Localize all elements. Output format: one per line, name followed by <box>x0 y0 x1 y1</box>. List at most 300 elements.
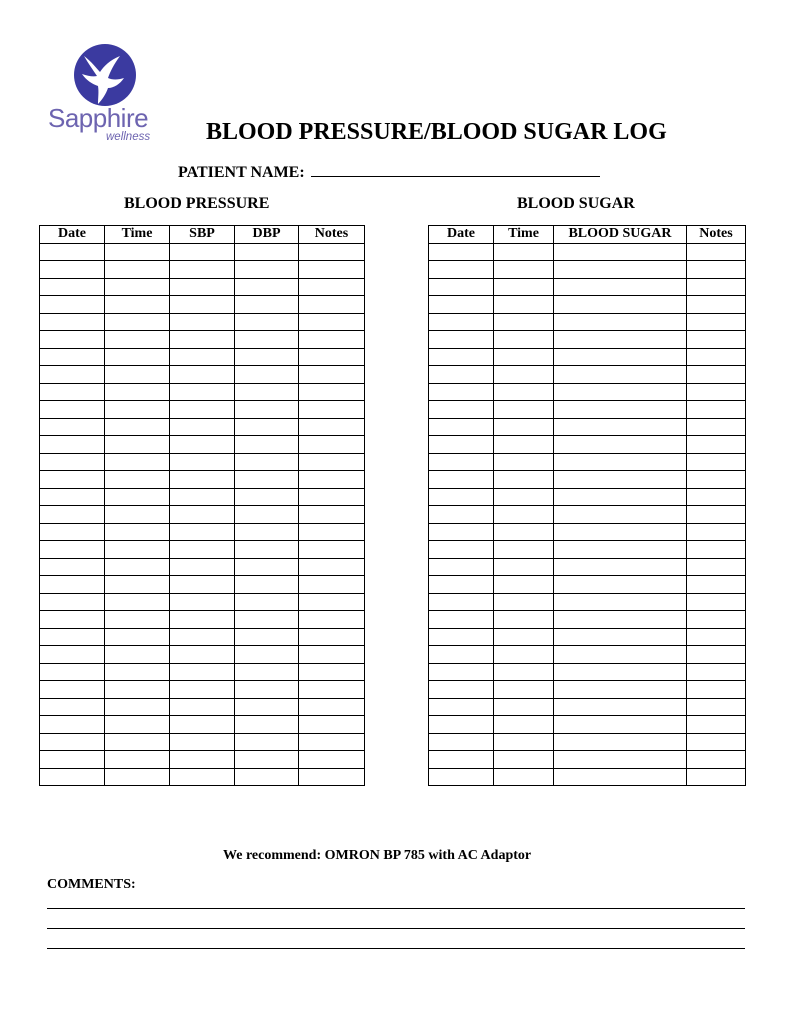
table-cell[interactable] <box>40 558 105 576</box>
table-cell[interactable] <box>105 436 170 454</box>
table-cell[interactable] <box>235 243 299 261</box>
table-cell[interactable] <box>235 436 299 454</box>
table-cell[interactable] <box>105 646 170 664</box>
table-cell[interactable] <box>40 541 105 559</box>
table-cell[interactable] <box>40 523 105 541</box>
table-cell[interactable] <box>429 558 494 576</box>
table-cell[interactable] <box>429 698 494 716</box>
table-cell[interactable] <box>429 313 494 331</box>
table-row <box>429 418 746 436</box>
table-cell[interactable] <box>429 593 494 611</box>
table-cell[interactable] <box>170 628 235 646</box>
table-row <box>40 768 365 786</box>
table-cell[interactable] <box>235 768 299 786</box>
table-cell[interactable] <box>554 681 687 699</box>
table-cell[interactable] <box>687 541 746 559</box>
table-row <box>429 698 746 716</box>
table-cell[interactable] <box>554 331 687 349</box>
table-cell[interactable] <box>299 733 365 751</box>
table-cell[interactable] <box>170 331 235 349</box>
table-cell[interactable] <box>235 716 299 734</box>
table-cell[interactable] <box>429 383 494 401</box>
table-cell[interactable] <box>170 313 235 331</box>
table-cell[interactable] <box>235 628 299 646</box>
table-cell[interactable] <box>494 716 554 734</box>
table-cell[interactable] <box>554 558 687 576</box>
table-cell[interactable] <box>40 628 105 646</box>
table-cell[interactable] <box>494 278 554 296</box>
table-cell[interactable] <box>105 331 170 349</box>
table-cell[interactable] <box>170 453 235 471</box>
table-cell[interactable] <box>299 523 365 541</box>
table-cell[interactable] <box>494 418 554 436</box>
table-cell[interactable] <box>554 611 687 629</box>
table-cell[interactable] <box>105 768 170 786</box>
column-header-notes: Notes <box>687 226 746 244</box>
table-cell[interactable] <box>40 681 105 699</box>
table-cell[interactable] <box>299 348 365 366</box>
table-cell[interactable] <box>429 663 494 681</box>
table-cell[interactable] <box>235 576 299 594</box>
table-cell[interactable] <box>235 733 299 751</box>
table-cell[interactable] <box>170 558 235 576</box>
table-cell[interactable] <box>687 698 746 716</box>
table-cell[interactable] <box>299 663 365 681</box>
table-cell[interactable] <box>687 681 746 699</box>
table-cell[interactable] <box>105 716 170 734</box>
table-cell[interactable] <box>687 716 746 734</box>
table-cell[interactable] <box>40 576 105 594</box>
table-cell[interactable] <box>429 506 494 524</box>
table-cell[interactable] <box>170 698 235 716</box>
table-cell[interactable] <box>554 593 687 611</box>
table-cell[interactable] <box>40 331 105 349</box>
table-cell[interactable] <box>105 418 170 436</box>
table-cell[interactable] <box>170 576 235 594</box>
table-cell[interactable] <box>40 593 105 611</box>
table-cell[interactable] <box>494 506 554 524</box>
table-cell[interactable] <box>429 488 494 506</box>
table-cell[interactable] <box>105 243 170 261</box>
table-cell[interactable] <box>429 278 494 296</box>
table-row <box>429 681 746 699</box>
table-cell[interactable] <box>40 278 105 296</box>
table-cell[interactable] <box>494 523 554 541</box>
table-cell[interactable] <box>105 611 170 629</box>
table-cell[interactable] <box>494 681 554 699</box>
table-cell[interactable] <box>494 733 554 751</box>
table-cell[interactable] <box>299 558 365 576</box>
table-cell[interactable] <box>105 313 170 331</box>
table-cell[interactable] <box>687 278 746 296</box>
table-row <box>429 278 746 296</box>
table-cell[interactable] <box>105 663 170 681</box>
table-cell[interactable] <box>105 278 170 296</box>
table-cell[interactable] <box>299 383 365 401</box>
table-cell[interactable] <box>429 366 494 384</box>
table-cell[interactable] <box>105 506 170 524</box>
table-cell[interactable] <box>494 751 554 769</box>
table-cell[interactable] <box>687 523 746 541</box>
table-row <box>40 488 365 506</box>
table-cell[interactable] <box>299 366 365 384</box>
table-cell[interactable] <box>170 401 235 419</box>
table-cell[interactable] <box>687 576 746 594</box>
table-cell[interactable] <box>40 453 105 471</box>
table-cell[interactable] <box>235 488 299 506</box>
table-cell[interactable] <box>235 383 299 401</box>
table-row <box>40 261 365 279</box>
table-cell[interactable] <box>554 383 687 401</box>
table-cell[interactable] <box>429 768 494 786</box>
table-cell[interactable] <box>170 261 235 279</box>
table-cell[interactable] <box>554 436 687 454</box>
table-cell[interactable] <box>235 611 299 629</box>
table-cell[interactable] <box>235 278 299 296</box>
table-cell[interactable] <box>687 418 746 436</box>
table-cell[interactable] <box>429 418 494 436</box>
table-cell[interactable] <box>299 628 365 646</box>
table-cell[interactable] <box>40 366 105 384</box>
table-cell[interactable] <box>235 401 299 419</box>
table-cell[interactable] <box>170 243 235 261</box>
table-cell[interactable] <box>494 453 554 471</box>
table-cell[interactable] <box>494 646 554 664</box>
table-cell[interactable] <box>105 733 170 751</box>
table-cell[interactable] <box>554 278 687 296</box>
table-cell[interactable] <box>494 663 554 681</box>
table-cell[interactable] <box>429 733 494 751</box>
table-cell[interactable] <box>299 331 365 349</box>
table-cell[interactable] <box>429 523 494 541</box>
table-cell[interactable] <box>494 593 554 611</box>
table-cell[interactable] <box>40 296 105 314</box>
table-cell[interactable] <box>299 401 365 419</box>
table-cell[interactable] <box>170 541 235 559</box>
table-cell[interactable] <box>299 768 365 786</box>
table-cell[interactable] <box>40 646 105 664</box>
table-cell[interactable] <box>554 296 687 314</box>
table-cell[interactable] <box>687 453 746 471</box>
table-cell[interactable] <box>554 366 687 384</box>
table-cell[interactable] <box>429 296 494 314</box>
table-cell[interactable] <box>494 576 554 594</box>
table-cell[interactable] <box>40 716 105 734</box>
table-cell[interactable] <box>40 768 105 786</box>
table-cell[interactable] <box>554 576 687 594</box>
table-cell[interactable] <box>494 541 554 559</box>
table-cell[interactable] <box>105 751 170 769</box>
table-cell[interactable] <box>429 348 494 366</box>
table-cell[interactable] <box>299 646 365 664</box>
table-cell[interactable] <box>40 751 105 769</box>
table-cell[interactable] <box>170 523 235 541</box>
table-cell[interactable] <box>40 348 105 366</box>
table-cell[interactable] <box>429 681 494 699</box>
table-cell[interactable] <box>40 418 105 436</box>
table-cell[interactable] <box>554 471 687 489</box>
table-cell[interactable] <box>494 698 554 716</box>
table-cell[interactable] <box>235 681 299 699</box>
table-cell[interactable] <box>554 733 687 751</box>
table-cell[interactable] <box>554 243 687 261</box>
comment-line[interactable] <box>47 908 745 909</box>
table-cell[interactable] <box>40 471 105 489</box>
table-row <box>40 698 365 716</box>
table-cell[interactable] <box>105 628 170 646</box>
table-cell[interactable] <box>170 681 235 699</box>
table-cell[interactable] <box>105 296 170 314</box>
table-cell[interactable] <box>687 663 746 681</box>
table-row <box>40 383 365 401</box>
table-cell[interactable] <box>429 471 494 489</box>
table-cell[interactable] <box>299 296 365 314</box>
table-cell[interactable] <box>494 436 554 454</box>
table-cell[interactable] <box>554 663 687 681</box>
table-cell[interactable] <box>299 576 365 594</box>
table-cell[interactable] <box>554 401 687 419</box>
table-cell[interactable] <box>40 663 105 681</box>
table-cell[interactable] <box>687 261 746 279</box>
table-row <box>40 331 365 349</box>
table-cell[interactable] <box>170 751 235 769</box>
table-row <box>40 628 365 646</box>
table-cell[interactable] <box>494 331 554 349</box>
table-cell[interactable] <box>429 436 494 454</box>
table-cell[interactable] <box>170 278 235 296</box>
table-cell[interactable] <box>105 366 170 384</box>
table-cell[interactable] <box>494 313 554 331</box>
table-cell[interactable] <box>299 471 365 489</box>
table-cell[interactable] <box>105 401 170 419</box>
table-cell[interactable] <box>105 558 170 576</box>
table-cell[interactable] <box>235 348 299 366</box>
table-cell[interactable] <box>170 716 235 734</box>
table-cell[interactable] <box>40 436 105 454</box>
table-cell[interactable] <box>170 663 235 681</box>
table-cell[interactable] <box>429 261 494 279</box>
table-row <box>40 733 365 751</box>
table-cell[interactable] <box>105 576 170 594</box>
table-cell[interactable] <box>235 261 299 279</box>
table-cell[interactable] <box>299 243 365 261</box>
table-cell[interactable] <box>687 243 746 261</box>
table-cell[interactable] <box>429 331 494 349</box>
table-cell[interactable] <box>429 541 494 559</box>
table-cell[interactable] <box>494 471 554 489</box>
table-cell[interactable] <box>494 611 554 629</box>
table-cell[interactable] <box>554 348 687 366</box>
table-cell[interactable] <box>429 453 494 471</box>
table-cell[interactable] <box>40 243 105 261</box>
table-cell[interactable] <box>235 751 299 769</box>
table-cell[interactable] <box>687 646 746 664</box>
table-cell[interactable] <box>554 751 687 769</box>
table-row <box>40 471 365 489</box>
table-cell[interactable] <box>235 366 299 384</box>
table-cell[interactable] <box>235 471 299 489</box>
table-cell[interactable] <box>554 418 687 436</box>
table-cell[interactable] <box>429 401 494 419</box>
table-cell[interactable] <box>554 313 687 331</box>
table-cell[interactable] <box>105 523 170 541</box>
table-cell[interactable] <box>299 593 365 611</box>
table-cell[interactable] <box>299 436 365 454</box>
comment-line[interactable] <box>47 928 745 929</box>
table-cell[interactable] <box>170 436 235 454</box>
table-row <box>40 243 365 261</box>
table-cell[interactable] <box>429 628 494 646</box>
table-cell[interactable] <box>105 681 170 699</box>
table-cell[interactable] <box>235 663 299 681</box>
table-cell[interactable] <box>105 471 170 489</box>
table-cell[interactable] <box>554 646 687 664</box>
table-cell[interactable] <box>235 541 299 559</box>
table-cell[interactable] <box>687 383 746 401</box>
table-cell[interactable] <box>429 751 494 769</box>
table-cell[interactable] <box>554 488 687 506</box>
table-cell[interactable] <box>494 488 554 506</box>
table-cell[interactable] <box>494 348 554 366</box>
table-cell[interactable] <box>170 488 235 506</box>
table-cell[interactable] <box>429 611 494 629</box>
table-cell[interactable] <box>170 593 235 611</box>
table-cell[interactable] <box>429 576 494 594</box>
table-cell[interactable] <box>299 278 365 296</box>
table-cell[interactable] <box>170 646 235 664</box>
table-cell[interactable] <box>494 628 554 646</box>
table-cell[interactable] <box>299 541 365 559</box>
table-cell[interactable] <box>687 401 746 419</box>
table-cell[interactable] <box>554 506 687 524</box>
table-cell[interactable] <box>494 366 554 384</box>
table-cell[interactable] <box>170 348 235 366</box>
table-row <box>429 541 746 559</box>
table-cell[interactable] <box>429 646 494 664</box>
table-cell[interactable] <box>687 628 746 646</box>
table-cell[interactable] <box>170 296 235 314</box>
table-cell[interactable] <box>170 506 235 524</box>
table-cell[interactable] <box>105 488 170 506</box>
table-cell[interactable] <box>40 611 105 629</box>
table-cell[interactable] <box>299 313 365 331</box>
table-cell[interactable] <box>40 488 105 506</box>
table-cell[interactable] <box>494 401 554 419</box>
table-cell[interactable] <box>554 261 687 279</box>
table-row <box>429 506 746 524</box>
table-cell[interactable] <box>299 611 365 629</box>
table-cell[interactable] <box>170 768 235 786</box>
table-cell[interactable] <box>494 768 554 786</box>
table-cell[interactable] <box>554 768 687 786</box>
table-cell[interactable] <box>687 558 746 576</box>
table-cell[interactable] <box>554 523 687 541</box>
table-cell[interactable] <box>554 453 687 471</box>
table-cell[interactable] <box>40 506 105 524</box>
table-cell[interactable] <box>494 383 554 401</box>
table-cell[interactable] <box>235 646 299 664</box>
table-cell[interactable] <box>105 261 170 279</box>
table-cell[interactable] <box>235 296 299 314</box>
table-cell[interactable] <box>235 593 299 611</box>
table-cell[interactable] <box>554 698 687 716</box>
table-cell[interactable] <box>40 261 105 279</box>
table-cell[interactable] <box>170 366 235 384</box>
table-cell[interactable] <box>494 261 554 279</box>
table-cell[interactable] <box>105 348 170 366</box>
table-cell[interactable] <box>687 436 746 454</box>
table-cell[interactable] <box>235 453 299 471</box>
table-cell[interactable] <box>299 488 365 506</box>
table-cell[interactable] <box>235 313 299 331</box>
table-cell[interactable] <box>235 523 299 541</box>
table-cell[interactable] <box>170 471 235 489</box>
table-cell[interactable] <box>687 296 746 314</box>
table-cell[interactable] <box>235 506 299 524</box>
table-cell[interactable] <box>494 243 554 261</box>
table-cell[interactable] <box>299 716 365 734</box>
table-cell[interactable] <box>687 751 746 769</box>
table-cell[interactable] <box>687 733 746 751</box>
table-cell[interactable] <box>687 331 746 349</box>
table-cell[interactable] <box>235 558 299 576</box>
table-cell[interactable] <box>299 751 365 769</box>
table-cell[interactable] <box>494 558 554 576</box>
table-cell[interactable] <box>687 366 746 384</box>
table-cell[interactable] <box>40 733 105 751</box>
table-cell[interactable] <box>299 681 365 699</box>
table-cell[interactable] <box>105 453 170 471</box>
table-cell[interactable] <box>429 716 494 734</box>
table-cell[interactable] <box>105 541 170 559</box>
table-cell[interactable] <box>299 418 365 436</box>
table-cell[interactable] <box>687 488 746 506</box>
table-cell[interactable] <box>554 716 687 734</box>
table-cell[interactable] <box>687 348 746 366</box>
table-cell[interactable] <box>687 768 746 786</box>
table-cell[interactable] <box>40 313 105 331</box>
table-cell[interactable] <box>170 611 235 629</box>
comment-line[interactable] <box>47 948 745 949</box>
table-cell[interactable] <box>429 243 494 261</box>
table-cell[interactable] <box>687 313 746 331</box>
table-cell[interactable] <box>105 593 170 611</box>
table-cell[interactable] <box>554 628 687 646</box>
table-cell[interactable] <box>687 593 746 611</box>
table-cell[interactable] <box>40 401 105 419</box>
table-cell[interactable] <box>235 698 299 716</box>
table-cell[interactable] <box>299 453 365 471</box>
table-cell[interactable] <box>235 418 299 436</box>
table-cell[interactable] <box>299 698 365 716</box>
table-cell[interactable] <box>299 506 365 524</box>
table-cell[interactable] <box>687 471 746 489</box>
table-cell[interactable] <box>40 383 105 401</box>
table-cell[interactable] <box>170 383 235 401</box>
table-cell[interactable] <box>299 261 365 279</box>
table-cell[interactable] <box>105 383 170 401</box>
patient-name-field[interactable] <box>311 160 600 177</box>
table-cell[interactable] <box>554 541 687 559</box>
table-cell[interactable] <box>235 331 299 349</box>
table-cell[interactable] <box>494 296 554 314</box>
table-cell[interactable] <box>170 733 235 751</box>
table-cell[interactable] <box>687 611 746 629</box>
table-cell[interactable] <box>687 506 746 524</box>
table-cell[interactable] <box>170 418 235 436</box>
table-cell[interactable] <box>105 698 170 716</box>
table-cell[interactable] <box>40 698 105 716</box>
